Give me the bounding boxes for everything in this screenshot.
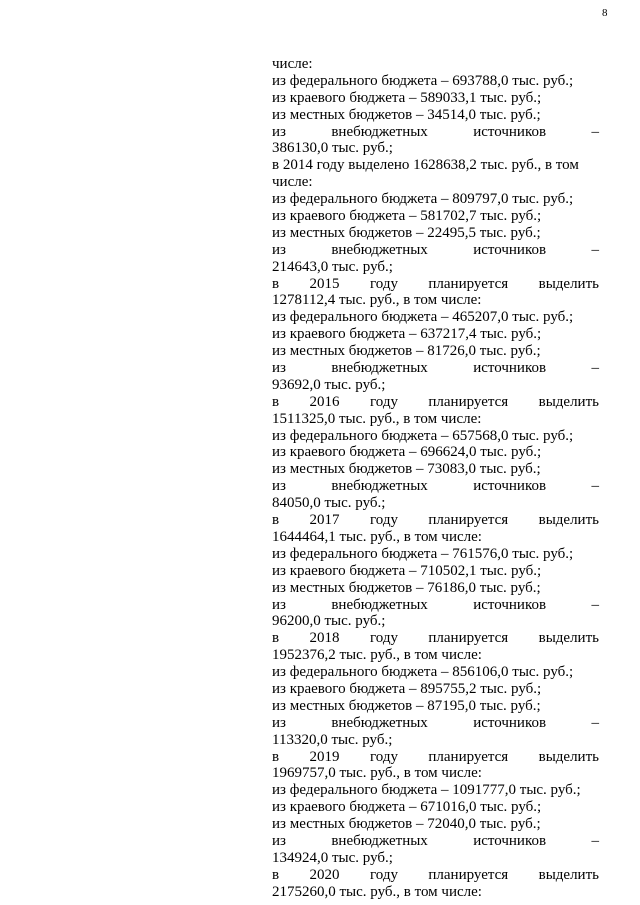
text-line: 134924,0 тыс. руб.; <box>272 849 393 866</box>
text-word: планируется <box>428 393 509 410</box>
text-word: 2018 <box>309 630 340 647</box>
text-word: – <box>591 360 599 377</box>
text-line: 214643,0 тыс. руб.; <box>272 258 393 275</box>
text-line-justified <box>272 360 599 377</box>
text-line: числе: <box>272 174 313 191</box>
text-word: внебюджетных <box>331 714 428 731</box>
text-line: 2175260,0 тыс. руб., в том числе: <box>272 883 482 900</box>
text-line: 113320,0 тыс. руб.; <box>272 731 393 748</box>
text-word: из <box>272 360 286 377</box>
text-line-justified <box>272 124 599 141</box>
text-word: в <box>272 393 280 410</box>
text-word: – <box>591 832 599 849</box>
text-line: из краевого бюджета – 671016,0 тыс. руб.; <box>272 799 542 816</box>
text-line: из краевого бюджета – 710502,1 тыс. руб.; <box>272 562 542 579</box>
text-line-justified <box>272 749 599 766</box>
text-word: источников <box>473 360 547 377</box>
text-word: году <box>369 748 398 765</box>
text-line: из федерального бюджета – 693788,0 тыс. руб.; <box>272 72 574 89</box>
text-line: из федерального бюджета – 761576,0 тыс. руб.; <box>272 545 574 562</box>
text-line: из местных бюджетов – 87195,0 тыс. руб.; <box>272 697 541 714</box>
text-line-justified <box>272 478 599 495</box>
text-word: внебюджетных <box>331 478 428 495</box>
text-line: из краевого бюджета – 696624,0 тыс. руб.; <box>272 444 542 461</box>
text-word: году <box>369 866 398 883</box>
text-word: 2020 <box>309 866 340 883</box>
text-word: внебюджетных <box>331 596 428 613</box>
text-line: из федерального бюджета – 856106,0 тыс. руб.; <box>272 664 574 681</box>
text-line: из местных бюджетов – 34514,0 тыс. руб.; <box>272 106 541 123</box>
text-word: планируется <box>428 630 509 647</box>
text-line: из местных бюджетов – 76186,0 тыс. руб.; <box>272 579 541 596</box>
text-word: – <box>591 123 599 140</box>
text-line-justified <box>272 833 599 850</box>
text-word: источников <box>473 123 547 140</box>
text-line: из местных бюджетов – 22495,5 тыс. руб.; <box>272 224 541 241</box>
text-line: из местных бюджетов – 72040,0 тыс. руб.; <box>272 816 541 833</box>
text-line-justified <box>272 276 599 293</box>
text-word: 2017 <box>309 512 340 529</box>
text-word: в <box>272 512 280 529</box>
text-word: 2015 <box>309 275 340 292</box>
text-word: источников <box>473 714 547 731</box>
text-word: планируется <box>428 866 509 883</box>
text-word: источников <box>473 596 547 613</box>
text-line-justified <box>272 394 599 411</box>
text-word: году <box>369 512 398 529</box>
text-word: из <box>272 596 286 613</box>
text-word: – <box>591 714 599 731</box>
text-word: планируется <box>428 275 509 292</box>
text-line: 1644464,1 тыс. руб., в том числе: <box>272 528 482 545</box>
text-word: из <box>272 241 286 258</box>
text-line: из краевого бюджета – 895755,2 тыс. руб.; <box>272 680 542 697</box>
text-word: в <box>272 630 280 647</box>
text-line: 386130,0 тыс. руб.; <box>272 140 393 157</box>
text-word: источников <box>473 832 547 849</box>
text-word: в <box>272 866 280 883</box>
text-word: в <box>272 748 280 765</box>
text-word: в <box>272 275 280 292</box>
text-word: внебюджетных <box>331 832 428 849</box>
text-word: выделить <box>538 512 599 529</box>
text-word: – <box>591 241 599 258</box>
document-text-column <box>272 56 599 901</box>
text-line: 1969757,0 тыс. руб., в том числе: <box>272 765 482 782</box>
text-line-justified <box>272 242 599 259</box>
text-line: 1511325,0 тыс. руб., в том числе: <box>272 410 482 427</box>
text-line: 96200,0 тыс. руб.; <box>272 613 386 630</box>
text-word: планируется <box>428 748 509 765</box>
text-word: внебюджетных <box>331 241 428 258</box>
text-word: из <box>272 832 286 849</box>
text-line-justified <box>272 597 599 614</box>
text-word: из <box>272 714 286 731</box>
text-word: 2016 <box>309 393 340 410</box>
text-word: выделить <box>538 275 599 292</box>
text-line: из краевого бюджета – 637217,4 тыс. руб.; <box>272 326 542 343</box>
text-line: из местных бюджетов – 73083,0 тыс. руб.; <box>272 461 541 478</box>
text-line: 93692,0 тыс. руб.; <box>272 376 386 393</box>
text-word: планируется <box>428 512 509 529</box>
text-word: выделить <box>538 866 599 883</box>
text-word: году <box>369 275 398 292</box>
text-word: выделить <box>538 748 599 765</box>
text-word: источников <box>473 241 547 258</box>
text-line-justified <box>272 715 599 732</box>
text-word: выделить <box>538 393 599 410</box>
text-word: – <box>591 478 599 495</box>
text-line-justified <box>272 867 599 884</box>
text-line-justified <box>272 630 599 647</box>
text-line: из федерального бюджета – 809797,0 тыс. руб.; <box>272 191 574 208</box>
text-word: из <box>272 478 286 495</box>
text-word: выделить <box>538 630 599 647</box>
text-word: году <box>369 630 398 647</box>
text-line: из федерального бюджета – 1091777,0 тыс. руб.; <box>272 782 581 799</box>
text-line: из местных бюджетов – 81726,0 тыс. руб.; <box>272 343 541 360</box>
text-word: 2019 <box>309 748 340 765</box>
text-line: из федерального бюджета – 657568,0 тыс. руб.; <box>272 427 574 444</box>
text-line-justified <box>272 512 599 529</box>
page-number: 8 <box>602 7 608 19</box>
text-word: году <box>369 393 398 410</box>
text-line: из краевого бюджета – 589033,1 тыс. руб.; <box>272 89 542 106</box>
text-word: из <box>272 123 286 140</box>
text-word: внебюджетных <box>331 123 428 140</box>
text-line: 1952376,2 тыс. руб., в том числе: <box>272 647 482 664</box>
text-word: источников <box>473 478 547 495</box>
text-line: 84050,0 тыс. руб.; <box>272 495 386 512</box>
text-word: – <box>591 596 599 613</box>
text-line: 1278112,4 тыс. руб., в том числе: <box>272 292 482 309</box>
text-line: числе: <box>272 56 313 72</box>
text-line: из краевого бюджета – 581702,7 тыс. руб.; <box>272 208 542 225</box>
text-word: внебюджетных <box>331 360 428 377</box>
text-line: из федерального бюджета – 465207,0 тыс. руб.; <box>272 309 574 326</box>
text-line: в 2014 году выделено 1628638,2 тыс. руб., в том <box>272 157 579 174</box>
